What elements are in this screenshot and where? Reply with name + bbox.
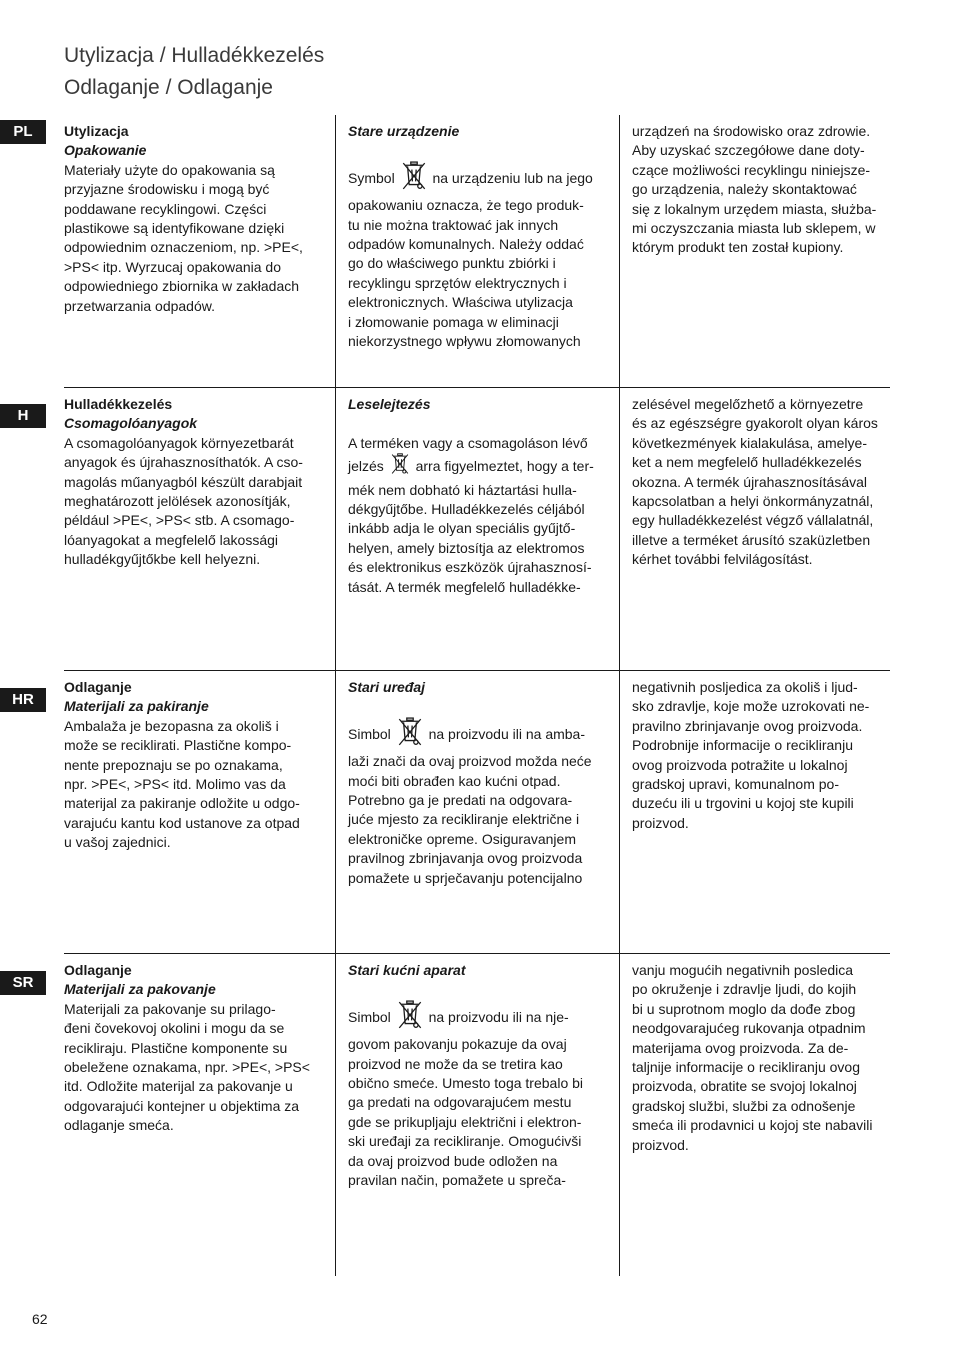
text-fragment: Simbol [348, 725, 391, 742]
spacer [348, 697, 610, 716]
text-line: đeni čovekovoj okolini i mogu da se [64, 1020, 285, 1037]
pl-old-appliance-heading: Stare urządzenie [348, 123, 460, 139]
sr-heading: Odlaganje [64, 962, 132, 978]
text-line: pomažete u sprječavanju potencijalno [348, 869, 583, 886]
text-line: którym produkt ten został kupiony. [632, 239, 844, 256]
text-line: przyjazne środowisku i mogą być [64, 181, 270, 198]
text-line: npr. >PE<, >PS< itd. Molimo vas da [64, 776, 286, 793]
symbol-line [348, 717, 610, 752]
hr-packaging-column [64, 671, 334, 954]
language-tab-h: H [0, 404, 46, 428]
text-line: >PS< itp. Wyrzucaj opakowania do [64, 258, 281, 275]
text-line: obično smeće. Umesto toga trebalo bi [348, 1075, 584, 1092]
text-line: varajuću kantu kod ustanove za otpad [64, 814, 300, 831]
text-fragment: na urządzeniu lub na jego [432, 169, 593, 186]
text-line: opakowaniu oznacza, że tego produk- [348, 197, 584, 214]
sr-old-appliance-heading: Stari kućni aparat [348, 962, 466, 978]
text-line: urządzeń na środowisko oraz zdrowie. [632, 123, 871, 139]
text-line: da ovaj proizvod bude odložen na [348, 1152, 558, 1169]
text-line: inkább adja le olyan speciális gyűjtő- [348, 520, 576, 537]
text-line: duzeću ili u trgovini u kojoj ste kupili [632, 795, 854, 812]
crossed-bin-icon [397, 717, 423, 752]
text-line: okozna. A termék újrahasznosításával [632, 473, 868, 490]
text-line: lóanyagokat a megfelelő lakossági [64, 531, 279, 548]
hr-heading: Odlaganje [64, 679, 132, 695]
text-line: Aby uzyskać szczegółowe dane doty- [632, 142, 865, 159]
text-line: hulladékgyűjtőkbe kell helyezni. [64, 551, 261, 568]
text-line: bi u suprotnom moglo da dođe zbog [632, 1000, 856, 1017]
text-line: gradskoj službi, službi za odnošenje [632, 1097, 856, 1114]
text-line: gde se prikupljaju električni i elektron- [348, 1113, 582, 1130]
hr-old-appliance-heading: Stari uređaj [348, 679, 426, 695]
text-line: A csomagolóanyagok környezetbarát [64, 434, 294, 451]
text-line: ski uređaji za recikliranje. Omogućivši [348, 1133, 582, 1150]
text-line: recyklingu sprzętów elektrycznych i [348, 274, 567, 291]
text-line: odgovarajući kontejner u objektima za [64, 1097, 300, 1114]
text-line: materijama ovog proizvoda. Za de- [632, 1039, 849, 1056]
text-line: elektroničke opreme. Osiguravanjem [348, 830, 576, 847]
text-line: és az egészségre gyakorolt olyan káros [632, 415, 878, 432]
sr-continued-column [619, 954, 890, 1276]
pl-packaging-column [64, 115, 334, 398]
section-sr [64, 953, 890, 1276]
text-line: pravilno zbrinjavanje ovog proizvoda. [632, 717, 863, 734]
text-line: mék nem dobható ki háztartási hulla- [348, 481, 577, 498]
hr-subheading: Materijali za pakiranje [64, 698, 209, 715]
text-line: Materiały użyte do opakowania są [64, 161, 275, 178]
text-line: pravilan način, pomažete u spreča- [348, 1172, 566, 1189]
sr-packaging-column [64, 954, 334, 1276]
h-subheading: Csomagolóanyagok [64, 415, 198, 432]
spacer [348, 980, 610, 999]
text-line: itd. Odložite materijal za pakovanje u [64, 1078, 293, 1095]
text-line: taljnije informacije o recikliranju ovog [632, 1059, 860, 1076]
text-line: moći biti obrađen kao kućni otpad. [348, 772, 561, 789]
text-line: Podrobnije informacije o recikliranju [632, 737, 853, 754]
page-header [64, 40, 884, 104]
text-line: się z lokalnym urzędem miasta, służba- [632, 200, 877, 217]
text-line: przetwarzania odpadów. [64, 297, 215, 314]
pl-continued-column [619, 115, 890, 398]
text-line: proizvod. [632, 1136, 689, 1153]
text-line: magolás műanyagból készült darabjait [64, 473, 303, 490]
header-title-line-2: Odlaganje / Odlaganje [64, 76, 273, 99]
page-number: 62 [32, 1311, 48, 1327]
pl-old-appliance-column [335, 115, 618, 398]
text-line: gradskoj upravi, komunalnom po- [632, 776, 839, 793]
text-line: nente prepoznaju se po oznakama, [64, 756, 283, 773]
text-line: elektronicznych. Właściwa utylizacja [348, 294, 573, 311]
h-old-appliance-heading: Leselejtezés [348, 396, 431, 412]
h-continued-column [619, 388, 890, 671]
text-fragment: Simbol [348, 1008, 391, 1025]
spacer [348, 141, 610, 160]
text-line: neodgovarajućeg rukovanja otpadnim [632, 1020, 866, 1037]
symbol-line [348, 161, 610, 196]
text-line: Potrebno ga je predati na odgovara- [348, 792, 573, 809]
spacer [348, 414, 610, 433]
text-line: recikliraju. Plastične komponente su [64, 1039, 288, 1056]
text-fragment: arra figyelmeztet, hogy a ter- [415, 458, 594, 475]
crossed-bin-icon [390, 453, 410, 480]
language-tab-sr: SR [0, 971, 46, 995]
text-line: anyagok és újrahasznosíthatók. A cso- [64, 454, 303, 471]
text-line: proizvod. [632, 814, 689, 831]
sr-subheading: Materijali za pakovanje [64, 981, 216, 998]
pl-subheading: Opakowanie [64, 142, 147, 159]
text-fragment: na proizvodu ili na nje- [428, 1008, 569, 1025]
text-line: ovog proizvoda potražite u lokalnoj [632, 756, 848, 773]
text-line: laži znači da ovaj proizvod možda neće [348, 753, 592, 770]
text-line: niekorzystnego wpływu złomowanych [348, 333, 581, 350]
text-line: mi oczyszczania miasta lub sklepem, w [632, 220, 876, 237]
text-line: helyen, amely biztosítja az elektromos [348, 539, 585, 556]
header-title-line-1: Utylizacja / Hulladékkezelés [64, 44, 325, 67]
text-line: kapcsolatban a helyi önkormányzatnál, [632, 493, 874, 510]
text-line: proizvoda, obratite se svojoj lokalnoj [632, 1078, 857, 1095]
sr-old-appliance-column [335, 954, 618, 1276]
symbol-line [348, 453, 610, 480]
text-line: sko zdravlje, koje može uzrokovati ne- [632, 698, 870, 715]
text-line: odpowiedniego zbiornika w zakładach [64, 278, 300, 295]
crossed-bin-icon [401, 161, 427, 196]
text-line: poddawane recyklingowi. Części [64, 200, 267, 217]
text-line: go do właściwego punktu zbiórki i [348, 255, 556, 272]
text-line: juće mjesto za recikliranje električne i [348, 811, 580, 828]
text-line: dékgyűjtőbe. Hulladékkezelés céljából [348, 501, 585, 518]
text-line: következmények kialakulása, amelye- [632, 434, 867, 451]
pl-heading: Utylizacja [64, 123, 129, 139]
text-line: odpadów komunalnych. Należy oddać [348, 236, 584, 253]
text-line: például >PE<, >PS< stb. A csomago- [64, 512, 295, 529]
text-line: smeća ili prodavnici u kojoj ste nabavili [632, 1117, 873, 1134]
language-tab-hr: HR [0, 688, 46, 712]
text-line: u vašoj zajednici. [64, 834, 171, 851]
section-hr [64, 670, 890, 954]
hr-continued-column [619, 671, 890, 954]
language-tab-pl: PL [0, 120, 46, 144]
text-line: ga predati na odgovarajućem mestu [348, 1094, 572, 1111]
h-packaging-column [64, 388, 334, 671]
text-line: plastikowe są identyfikowane dzięki [64, 220, 285, 237]
text-line: A terméken vagy a csomagoláson lévő [348, 434, 588, 451]
text-line: odlaganje smeća. [64, 1117, 174, 1134]
text-line: czące możliwości recyklingu niniejsze- [632, 161, 871, 178]
text-line: materijal za pakiranje odložite u odgo- [64, 795, 300, 812]
text-fragment: Symbol [348, 169, 395, 186]
text-line: negativnih posljedica za okoliš i ljud- [632, 679, 858, 695]
text-line: zelésével megelőzhető a környezetre [632, 396, 864, 412]
text-line: i złomowanie pomaga w eliminacji [348, 313, 559, 330]
text-line: obeležene oznakama, npr. >PE<, >PS< [64, 1059, 310, 1076]
h-heading: Hulladékkezelés [64, 396, 173, 412]
text-line: go urządzenia, należy skontaktować [632, 181, 857, 198]
symbol-line [348, 1000, 610, 1035]
text-line: kérhet további felvilágosítást. [632, 551, 813, 568]
text-line: Materijali za pakovanje su prilago- [64, 1000, 276, 1017]
text-line: tu nie można traktować jak innych [348, 216, 559, 233]
text-fragment: na proizvodu ili na amba- [428, 725, 585, 742]
text-line: pravilnog zbrinjavanja ovog proizvoda [348, 850, 583, 867]
text-line: meghatározott jelölések azonosítják, [64, 493, 291, 510]
text-line: tását. A termék megfelelő hulladékke- [348, 578, 581, 595]
text-line: illetve a terméket árusító szaküzletben [632, 531, 871, 548]
text-line: Ambalaža je bezopasna za okoliš i [64, 717, 279, 734]
text-fragment: jelzés [348, 458, 384, 475]
text-line: egy hulladékkezelést végző vállalatnál, [632, 512, 874, 529]
hr-old-appliance-column [335, 671, 618, 954]
text-line: govom pakovanju pokazuje da ovaj [348, 1036, 567, 1053]
text-line: po okruženje i zdravlje ljudi, do kojih [632, 981, 857, 998]
text-line: vanju mogućih negativnih posledica [632, 962, 854, 978]
section-h [64, 387, 890, 671]
text-line: ket a nem megfelelő hulladékkezelés [632, 454, 862, 471]
crossed-bin-icon [397, 1000, 423, 1035]
h-old-appliance-column [335, 388, 618, 671]
section-pl [64, 115, 890, 398]
text-line: može se reciklirati. Plastične kompo- [64, 737, 292, 754]
text-line: odpowiednim oznaczeniom, np. >PE<, [64, 239, 303, 256]
text-line: és elektronikus eszközök újrahasznosí- [348, 559, 592, 576]
text-line: proizvod ne može da se tretira kao [348, 1055, 563, 1072]
